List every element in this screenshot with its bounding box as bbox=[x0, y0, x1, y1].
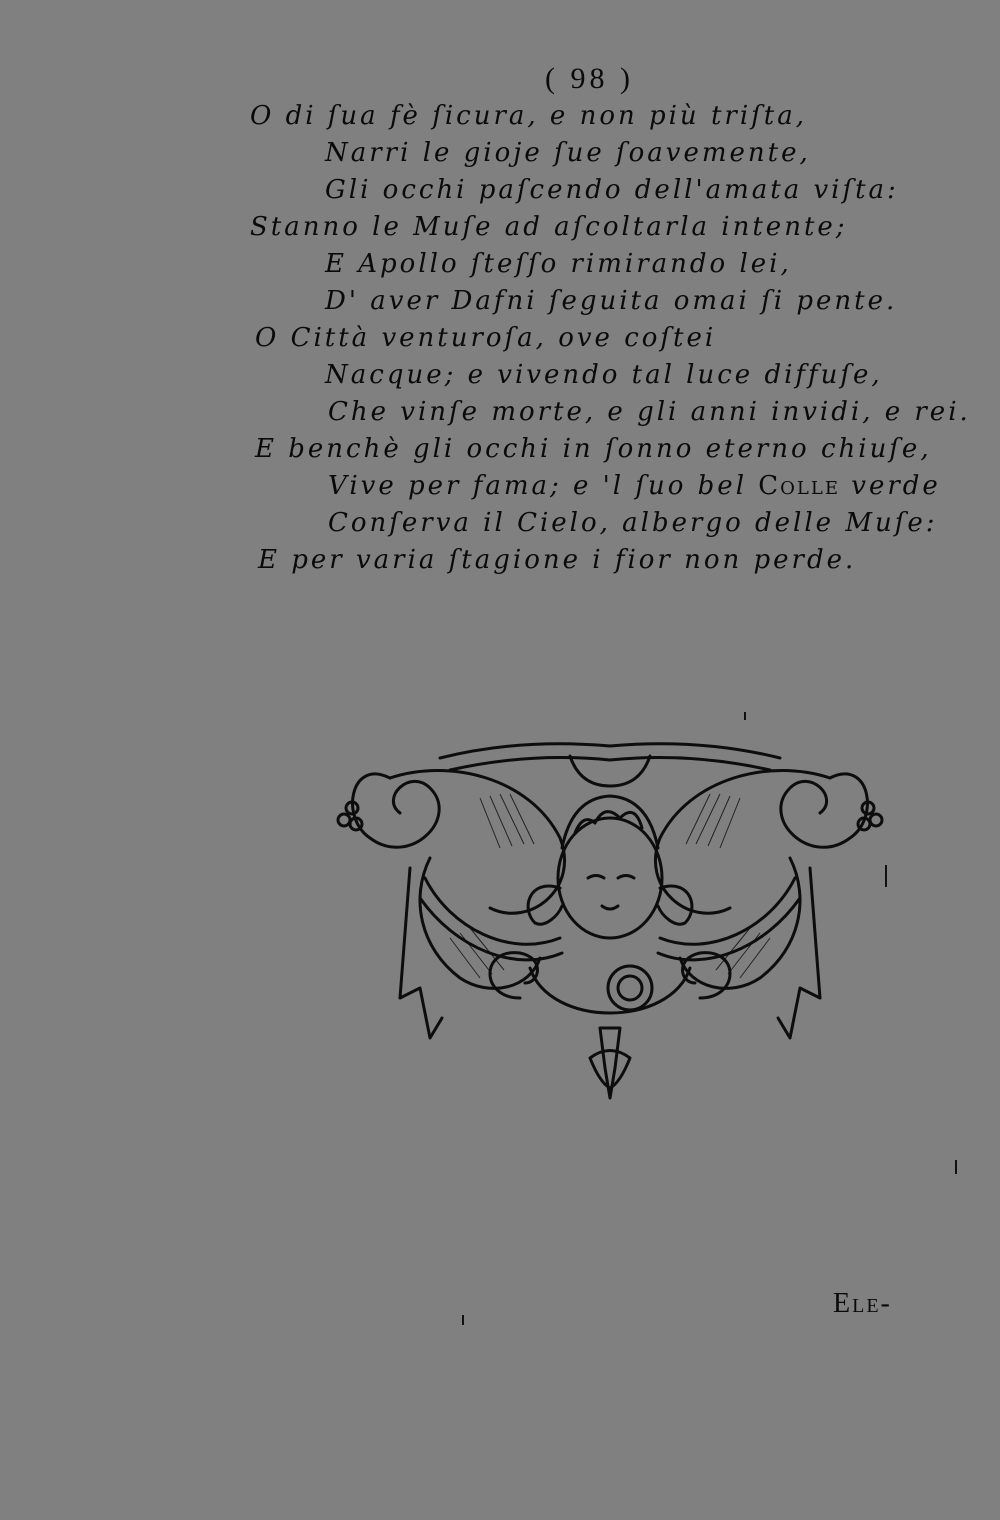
small-caps-word: Colle bbox=[758, 471, 840, 501]
verse-line: E per varia ſtagione i fior non perde. bbox=[258, 545, 857, 575]
ink-speck bbox=[744, 712, 746, 720]
ink-speck bbox=[885, 865, 887, 887]
verse-line: Conſerva il Cielo, albergo delle Muſe: bbox=[328, 508, 938, 538]
verse-line: Nacque; e vivendo tal luce diffuſe, bbox=[325, 360, 883, 390]
verse-text: verde bbox=[839, 471, 941, 501]
woodcut-cherub-cartouche-icon bbox=[330, 738, 890, 1118]
verse-text: Vive per fama; e 'l ſuo bel bbox=[328, 471, 759, 501]
verse-line: Gli occhi paſcendo dell'amata viſta: bbox=[325, 175, 899, 205]
ink-speck bbox=[462, 1315, 464, 1325]
verse-line: E Apollo ſteſſo rimirando lei, bbox=[325, 249, 792, 279]
verse-line: D' aver Dafni ſeguita omai ſi pente. bbox=[325, 286, 898, 316]
ink-speck bbox=[955, 1160, 957, 1174]
page-number: ( 98 ) bbox=[545, 62, 634, 95]
catchword: Ele- bbox=[833, 1288, 892, 1319]
verse-line: O di ſua fè ſicura, e non più triſta, bbox=[250, 101, 807, 131]
verse-line: E benchè gli occhi in ſonno eterno chiuſe, bbox=[255, 434, 932, 464]
verse-line bbox=[328, 468, 941, 504]
verse-line: Narri le gioje ſue ſoavemente, bbox=[325, 138, 811, 168]
verse-line: Che vinſe morte, e gli anni invidi, e rei. bbox=[328, 397, 971, 427]
verse-line: O Città venturoſa, ove coſtei bbox=[255, 323, 717, 353]
verse-line: Stanno le Muſe ad aſcoltarla intente; bbox=[250, 212, 848, 242]
